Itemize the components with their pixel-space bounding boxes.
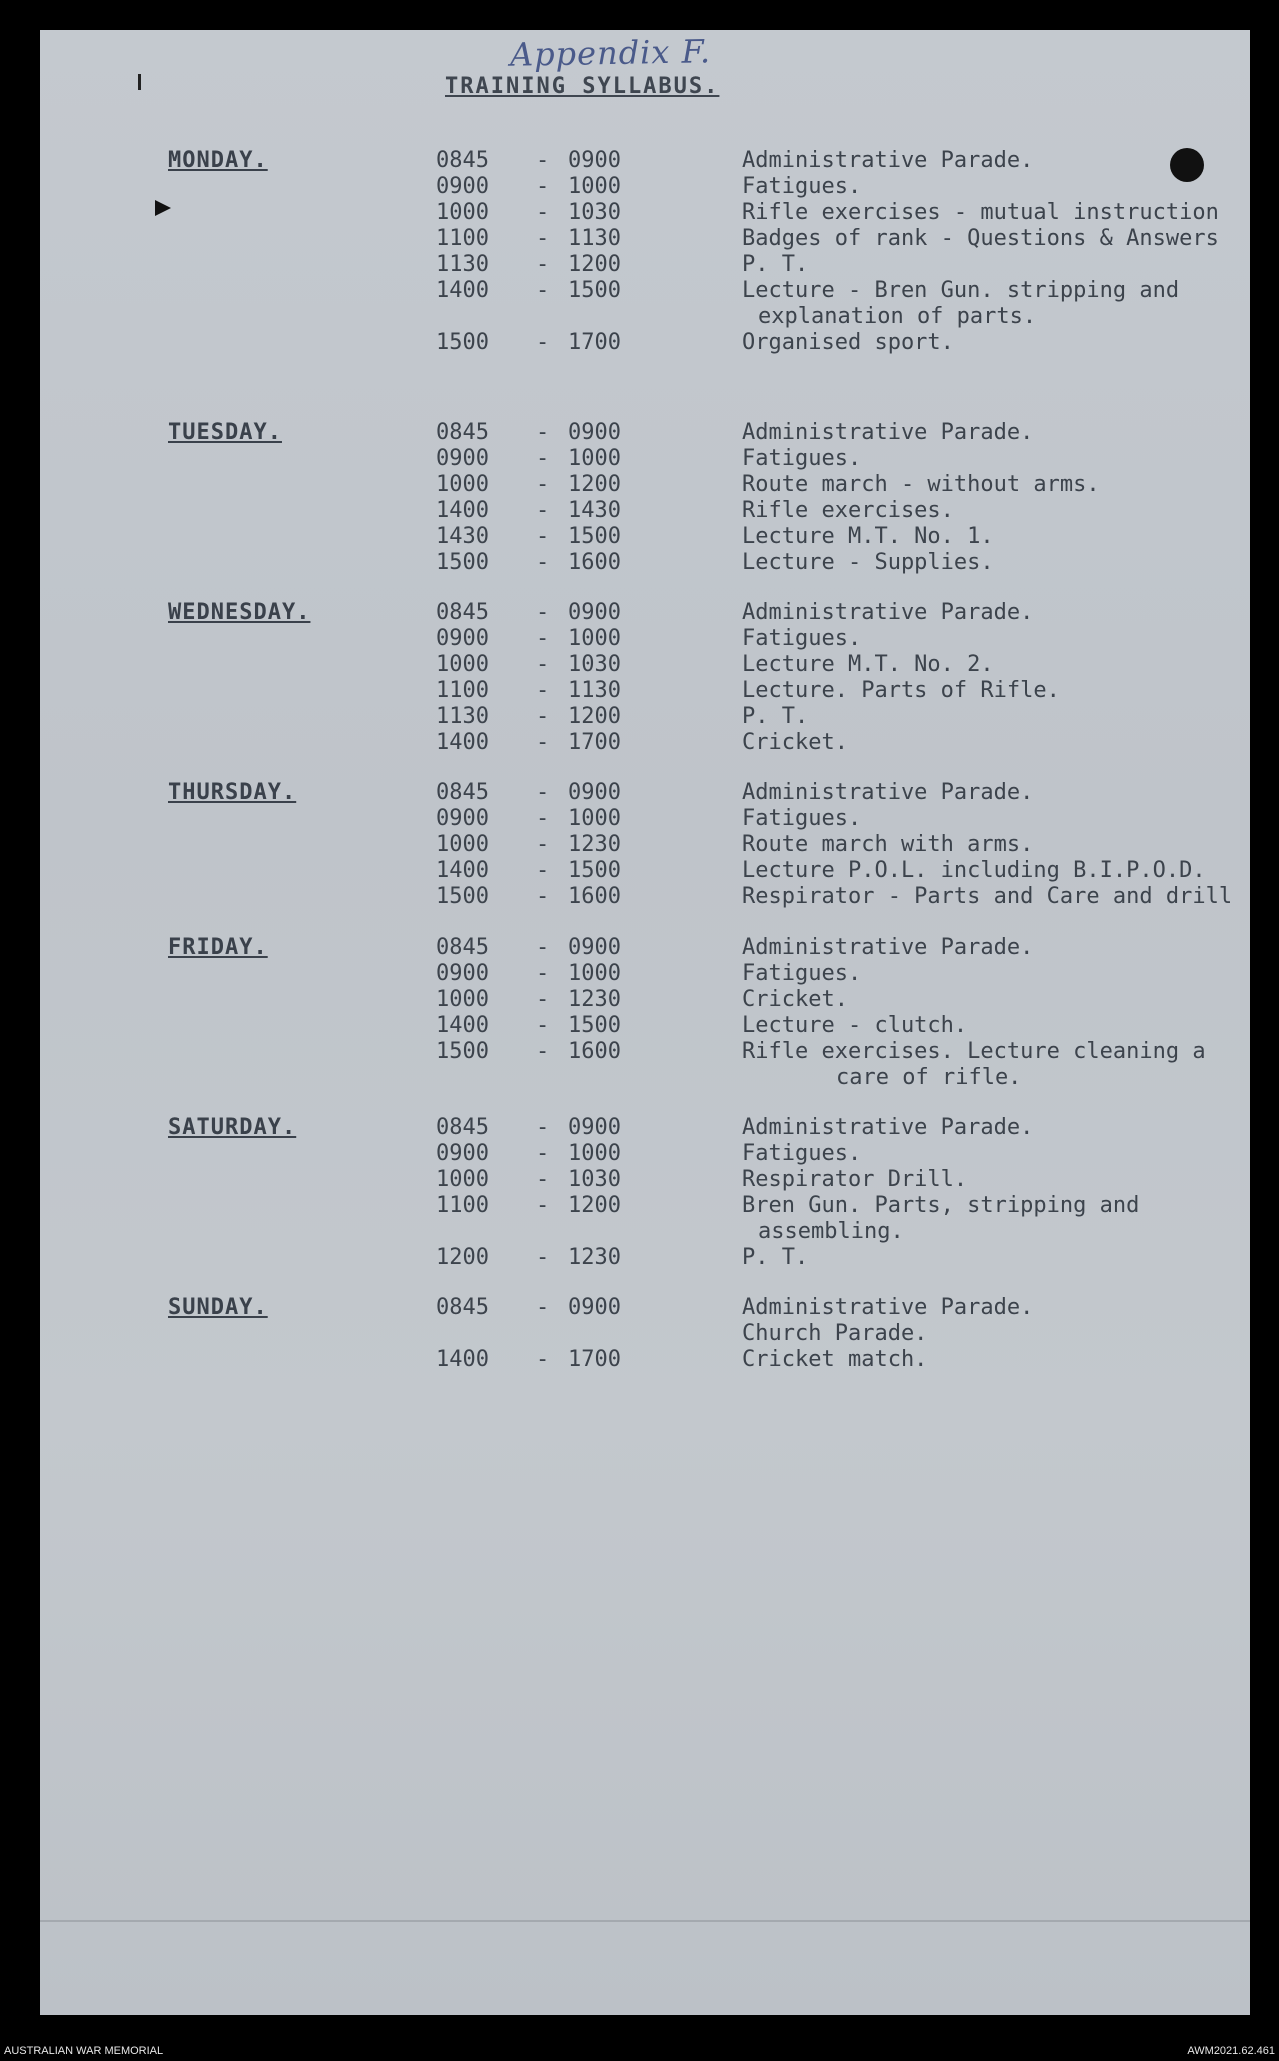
time-dash: - <box>536 1193 550 1218</box>
time-dash: - <box>536 652 550 677</box>
activity: Fatigues. <box>742 1141 862 1166</box>
schedule-row <box>168 780 1238 806</box>
time-dash: - <box>536 704 550 729</box>
activity: explanation of parts. <box>758 304 1037 329</box>
end-time: 1600 <box>568 550 621 575</box>
time-dash: - <box>536 420 550 445</box>
activity: Administrative Parade. <box>742 148 1034 173</box>
footer-reference: AWM2021.62.461 <box>1187 2045 1275 2057</box>
activity: P. T. <box>742 1245 809 1270</box>
schedule-row <box>168 524 1238 550</box>
start-time: 1500 <box>436 330 489 355</box>
schedule-row <box>168 1245 1238 1271</box>
activity: Lecture P.O.L. including B.I.P.O.D. <box>742 858 1206 883</box>
start-time: 0845 <box>436 420 489 445</box>
day-block <box>168 148 1238 356</box>
end-time: 1200 <box>568 704 621 729</box>
activity: Administrative Parade. <box>742 935 1034 960</box>
schedule-row <box>168 961 1238 987</box>
day-name: SATURDAY. <box>168 1115 297 1140</box>
end-time: 1500 <box>568 278 621 303</box>
time-dash: - <box>536 600 550 625</box>
end-time: 1130 <box>568 678 621 703</box>
schedule-row <box>168 1141 1238 1167</box>
document-title: TRAINING SYLLABUS. <box>445 74 720 99</box>
end-time: 0900 <box>568 780 621 805</box>
schedule-row <box>168 148 1238 174</box>
schedule-row <box>168 884 1238 910</box>
end-time: 1500 <box>568 524 621 549</box>
schedule-row <box>168 1065 1238 1091</box>
start-time: 1430 <box>436 524 489 549</box>
activity: Fatigues. <box>742 626 862 651</box>
schedule-row <box>168 498 1238 524</box>
start-time: 1000 <box>436 1167 489 1192</box>
start-time: 1200 <box>436 1245 489 1270</box>
activity: Fatigues. <box>742 174 862 199</box>
handwritten-annotation: Appendix F. <box>509 32 712 74</box>
day-block <box>168 1295 1238 1373</box>
time-dash: - <box>536 1167 550 1192</box>
schedule-row <box>168 1115 1238 1141</box>
time-dash: - <box>536 678 550 703</box>
time-dash: - <box>536 730 550 755</box>
end-time: 1000 <box>568 961 621 986</box>
margin-mark <box>138 74 141 90</box>
schedule-row <box>168 935 1238 961</box>
end-time: 1200 <box>568 252 621 277</box>
time-dash: - <box>536 330 550 355</box>
start-time: 0900 <box>436 961 489 986</box>
schedule-row <box>168 226 1238 252</box>
activity: Rifle exercises. Lecture cleaning a <box>742 1039 1206 1064</box>
schedule-row <box>168 1193 1238 1219</box>
footer-credit: AUSTRALIAN WAR MEMORIAL <box>4 2045 164 2057</box>
time-dash: - <box>536 148 550 173</box>
start-time: 1100 <box>436 1193 489 1218</box>
activity: P. T. <box>742 704 809 729</box>
activity: Lecture - Supplies. <box>742 550 994 575</box>
time-dash: - <box>536 780 550 805</box>
document-page <box>40 30 1250 2015</box>
time-dash: - <box>536 987 550 1012</box>
activity: Lecture - Bren Gun. stripping and <box>742 278 1180 303</box>
time-dash: - <box>536 935 550 960</box>
activity: Cricket. <box>742 987 848 1012</box>
activity: Organised sport. <box>742 330 954 355</box>
start-time: 1400 <box>436 278 489 303</box>
schedule-row <box>168 252 1238 278</box>
activity: Cricket match. <box>742 1347 928 1372</box>
start-time: 1500 <box>436 550 489 575</box>
day-block <box>168 600 1238 756</box>
end-time: 1600 <box>568 1039 621 1064</box>
day-block <box>168 1115 1238 1271</box>
start-time: 0845 <box>436 780 489 805</box>
time-dash: - <box>536 252 550 277</box>
start-time: 1100 <box>436 226 489 251</box>
activity: Lecture. Parts of Rifle. <box>742 678 1060 703</box>
end-time: 1700 <box>568 1347 621 1372</box>
activity: Administrative Parade. <box>742 1115 1034 1140</box>
end-time: 0900 <box>568 1295 621 1320</box>
end-time: 1500 <box>568 1013 621 1038</box>
schedule-row <box>168 1321 1238 1347</box>
end-time: 1230 <box>568 1245 621 1270</box>
time-dash: - <box>536 278 550 303</box>
schedule-row <box>168 1013 1238 1039</box>
schedule-row <box>168 1219 1238 1245</box>
time-dash: - <box>536 832 550 857</box>
start-time: 1400 <box>436 858 489 883</box>
activity: Bren Gun. Parts, stripping and <box>742 1193 1140 1218</box>
start-time: 1400 <box>436 1013 489 1038</box>
activity: Lecture - clutch. <box>742 1013 968 1038</box>
start-time: 1000 <box>436 200 489 225</box>
activity: Rifle exercises - mutual instruction <box>742 200 1219 225</box>
end-time: 1600 <box>568 884 621 909</box>
activity: P. T. <box>742 252 809 277</box>
schedule-row <box>168 1295 1238 1321</box>
start-time: 1130 <box>436 252 489 277</box>
end-time: 1500 <box>568 858 621 883</box>
time-dash: - <box>536 550 550 575</box>
schedule-row <box>168 704 1238 730</box>
schedule-row <box>168 600 1238 626</box>
time-dash: - <box>536 858 550 883</box>
activity: Lecture M.T. No. 2. <box>742 652 994 677</box>
day-name: FRIDAY. <box>168 935 268 960</box>
activity: Cricket. <box>742 730 848 755</box>
schedule-row <box>168 730 1238 756</box>
start-time: 0900 <box>436 446 489 471</box>
start-time: 0845 <box>436 148 489 173</box>
time-dash: - <box>536 1115 550 1140</box>
start-time: 0845 <box>436 935 489 960</box>
start-time: 0900 <box>436 626 489 651</box>
start-time: 1400 <box>436 730 489 755</box>
activity: Fatigues. <box>742 446 862 471</box>
end-time: 0900 <box>568 1115 621 1140</box>
end-time: 0900 <box>568 600 621 625</box>
end-time: 1700 <box>568 330 621 355</box>
start-time: 0900 <box>436 1141 489 1166</box>
start-time: 1100 <box>436 678 489 703</box>
day-name: TUESDAY. <box>168 420 282 445</box>
schedule-row <box>168 1347 1238 1373</box>
schedule-row <box>168 550 1238 576</box>
end-time: 1000 <box>568 626 621 651</box>
schedule-row <box>168 420 1238 446</box>
activity: Administrative Parade. <box>742 1295 1034 1320</box>
time-dash: - <box>536 472 550 497</box>
schedule-row <box>168 278 1238 304</box>
activity: Rifle exercises. <box>742 498 954 523</box>
activity: Fatigues. <box>742 806 862 831</box>
end-time: 1200 <box>568 472 621 497</box>
start-time: 1130 <box>436 704 489 729</box>
schedule-row <box>168 652 1238 678</box>
end-time: 1200 <box>568 1193 621 1218</box>
start-time: 1000 <box>436 472 489 497</box>
end-time: 1000 <box>568 806 621 831</box>
activity: assembling. <box>758 1219 904 1244</box>
schedule-row <box>168 987 1238 1013</box>
schedule-row <box>168 1167 1238 1193</box>
start-time: 1500 <box>436 1039 489 1064</box>
start-time: 1000 <box>436 832 489 857</box>
time-dash: - <box>536 1039 550 1064</box>
time-dash: - <box>536 961 550 986</box>
schedule-row <box>168 832 1238 858</box>
time-dash: - <box>536 174 550 199</box>
activity: Fatigues. <box>742 961 862 986</box>
activity: Administrative Parade. <box>742 600 1034 625</box>
time-dash: - <box>536 446 550 471</box>
schedule-row <box>168 626 1238 652</box>
start-time: 1000 <box>436 652 489 677</box>
activity: Route march with arms. <box>742 832 1034 857</box>
end-time: 0900 <box>568 935 621 960</box>
end-time: 1230 <box>568 987 621 1012</box>
end-time: 1000 <box>568 446 621 471</box>
activity: Respirator - Parts and Care and drill <box>742 884 1233 909</box>
day-block <box>168 420 1238 576</box>
start-time: 0845 <box>436 1295 489 1320</box>
end-time: 1030 <box>568 200 621 225</box>
activity: Route march - without arms. <box>742 472 1100 497</box>
activity: Church Parade. <box>742 1321 928 1346</box>
start-time: 0845 <box>436 1115 489 1140</box>
end-time: 1130 <box>568 226 621 251</box>
schedule-row <box>168 806 1238 832</box>
time-dash: - <box>536 524 550 549</box>
time-dash: - <box>536 1013 550 1038</box>
schedule-row <box>168 472 1238 498</box>
time-dash: - <box>536 1347 550 1372</box>
time-dash: - <box>536 884 550 909</box>
start-time: 0900 <box>436 806 489 831</box>
end-time: 1030 <box>568 652 621 677</box>
activity: Administrative Parade. <box>742 420 1034 445</box>
day-block <box>168 780 1238 910</box>
end-time: 1230 <box>568 832 621 857</box>
end-time: 1700 <box>568 730 621 755</box>
schedule-row <box>168 678 1238 704</box>
end-time: 0900 <box>568 420 621 445</box>
activity: Badges of rank - Questions & Answers <box>742 226 1219 251</box>
day-block <box>168 935 1238 1091</box>
time-dash: - <box>536 806 550 831</box>
day-name: THURSDAY. <box>168 780 297 805</box>
start-time: 1400 <box>436 498 489 523</box>
time-dash: - <box>536 1141 550 1166</box>
schedule-row <box>168 446 1238 472</box>
activity: care of rifle. <box>836 1065 1022 1090</box>
time-dash: - <box>536 200 550 225</box>
end-time: 1000 <box>568 174 621 199</box>
time-dash: - <box>536 498 550 523</box>
schedule-row <box>168 304 1238 330</box>
schedule-row <box>168 858 1238 884</box>
start-time: 1000 <box>436 987 489 1012</box>
day-name: MONDAY. <box>168 148 268 173</box>
day-name: WEDNESDAY. <box>168 600 311 625</box>
time-dash: - <box>536 1245 550 1270</box>
activity: Lecture M.T. No. 1. <box>742 524 994 549</box>
start-time: 1400 <box>436 1347 489 1372</box>
start-time: 0845 <box>436 600 489 625</box>
activity: Administrative Parade. <box>742 780 1034 805</box>
schedule-row <box>168 1039 1238 1065</box>
day-name: SUNDAY. <box>168 1295 268 1320</box>
time-dash: - <box>536 626 550 651</box>
time-dash: - <box>536 1295 550 1320</box>
end-time: 1030 <box>568 1167 621 1192</box>
start-time: 1500 <box>436 884 489 909</box>
start-time: 0900 <box>436 174 489 199</box>
schedule-row <box>168 200 1238 226</box>
schedule-row <box>168 330 1238 356</box>
end-time: 1430 <box>568 498 621 523</box>
time-dash: - <box>536 226 550 251</box>
end-time: 0900 <box>568 148 621 173</box>
end-time: 1000 <box>568 1141 621 1166</box>
activity: Respirator Drill. <box>742 1167 968 1192</box>
schedule-row <box>168 174 1238 200</box>
